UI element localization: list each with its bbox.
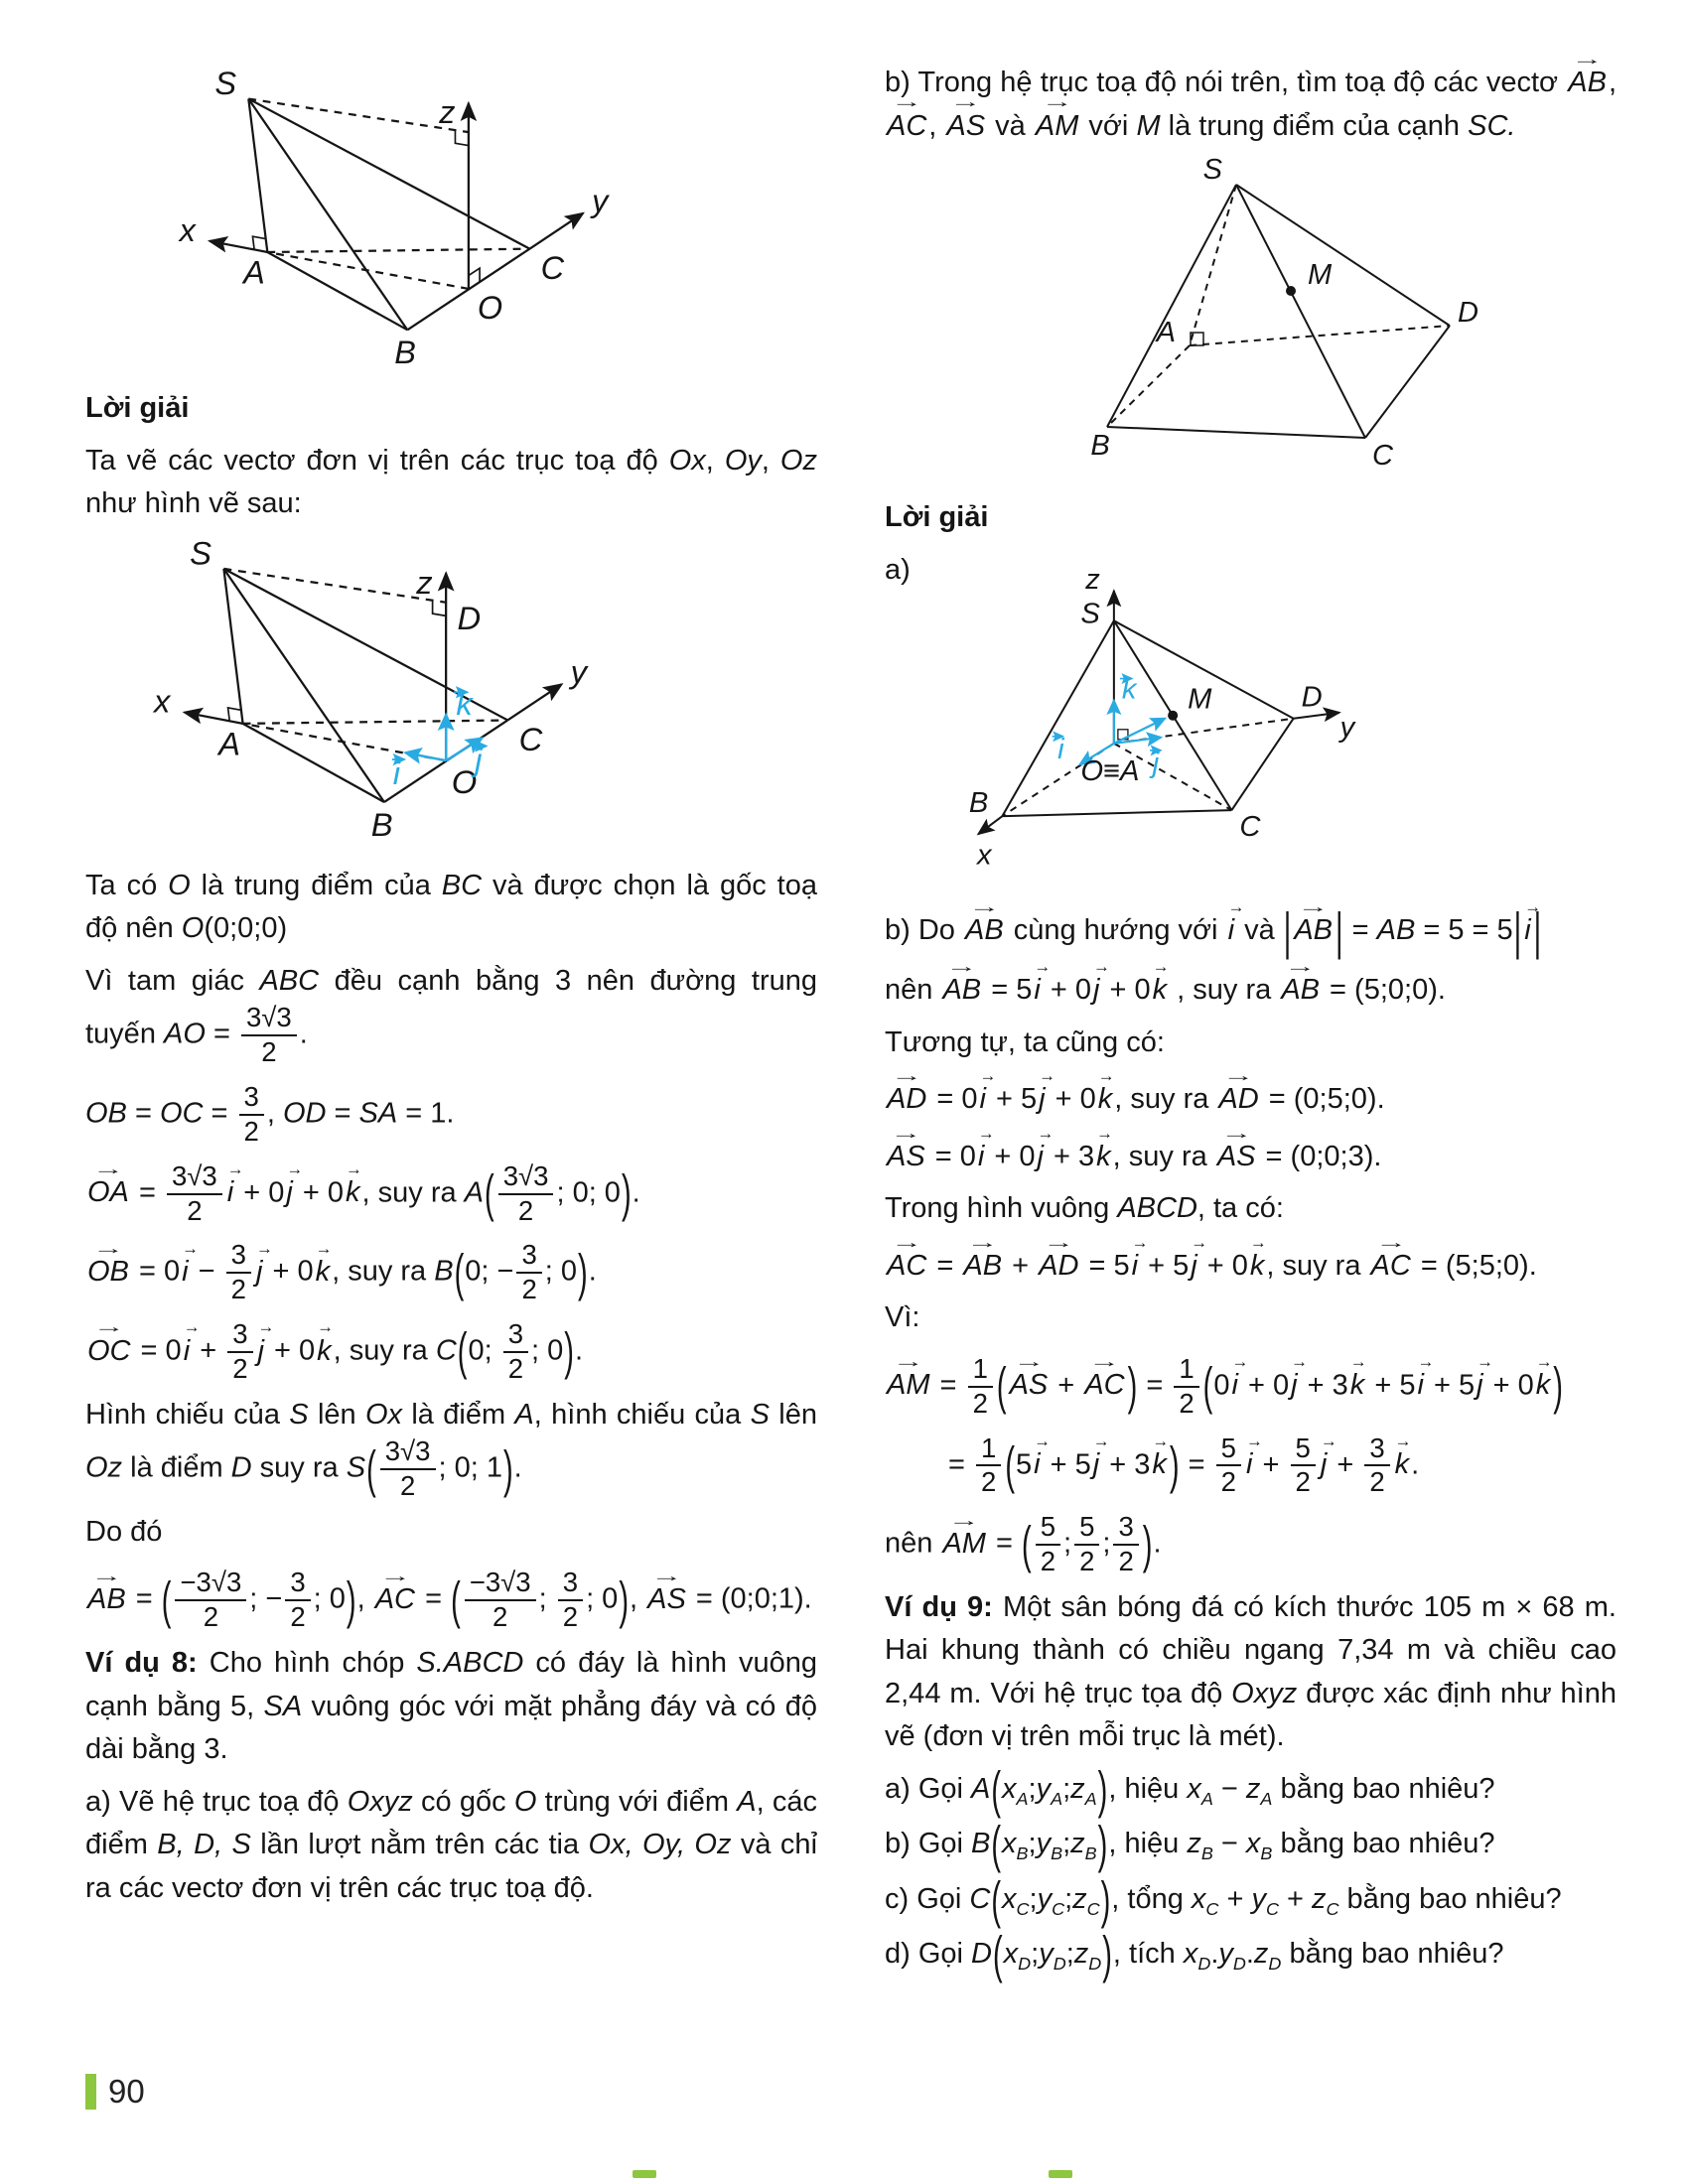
example-8-part-a: a) Vẽ hệ trục toạ độ Oxyz có gốc O trùng với điểm A, các điểm B, D, S lần lượt nằm trên các tia Ox, Oy, Oz và chỉ ra các vectơ đơn vị trên các trục toạ độ. (85, 1785, 818, 1904)
page-number: 90 (108, 2073, 145, 2110)
formula-ab-ac-as: → AB = ( $\frac{-3√3}{2}$ ; − $\frac{3}{2}$ ; 0), → AC = ( $\frac{-3√3}{2}$ ; $\frac{3}{2}$ ; 0), → AS = (0;0;1). (87, 1566, 812, 1633)
example-9-statement: Ví dụ 9: Một sân bóng đá có kích thước 105 m × 68 m. Hai khung thành có chiều ngang 7,34 m và chiều cao 2,44 m. Với hệ trục tọa độ Oxyz được xác định như hình vẽ (đơn vị trên mỗi trục là mét). (885, 1590, 1618, 1753)
formula-ob-vector: → OB = 0 → i − $\frac{3}{2}$ → j + 0 → k, suy ra B(0; − $\frac{3}{2}$ ; 0). (87, 1238, 597, 1305)
solution-heading-right: Lời giải (885, 501, 989, 533)
fig4-label-b: B (968, 786, 989, 819)
example-9-part-a: a) Gọi $A(x_A;y_A;z_A)$, hiệu $x_A - z_A$ bằng bao nhiêu? (885, 1762, 1495, 1821)
median-paragraph: Vì tam giác ABC đều cạnh bằng 3 nên đường trung tuyến AO = $\frac{3√3}{2}$ . (85, 964, 817, 1068)
origin-paragraph: Ta có O là trung điểm của BC và được chọn là gốc toạ độ nên O(0;0;0) (85, 869, 818, 945)
fig2-label-b: B (370, 805, 393, 843)
fig2-label-j-vector: j (475, 741, 483, 778)
part-a-figure-row (885, 549, 1617, 900)
figure-pyramid-sabcd (885, 157, 1617, 484)
fig2-label-o: O (451, 762, 478, 800)
fig4-label-origin-equals-a: O≡A (1080, 754, 1140, 787)
figure-pyramid-axes-1 (85, 66, 817, 375)
formula-ad-components: → AD = 0 → i + 5 → j + 0 → k, suy ra → AD = (0;5;0). (887, 1066, 1385, 1116)
reason-ab-direction: b) Do → AB cùng hướng với → i và | → AB | = AB = 5 = 5| → i | (885, 896, 1542, 962)
formula-am-expansion: → AM = $\frac{1}{2}$ ( → AS + → AC ) = $\frac{1}{2}$ (0 → i + 0 → j + 3 → k + 5 → i + 5 → j + 0 → k ) (887, 1352, 1563, 1419)
fig4-label-z: z (1085, 563, 1100, 596)
fig4-label-d: D (1301, 681, 1323, 714)
formula-oa-vector: → OA = $\frac{3√3}{2}$ → i + 0 → j + 0 → k, suy ra A( $\frac{3√3}{2}$ ; 0; 0). (87, 1160, 640, 1226)
formula-oc-vector: → OC = 0 → i + $\frac{3}{2}$ → j + 0 → k, suy ra C(0; $\frac{3}{2}$ ; 0). (87, 1317, 584, 1384)
fig1-label-x: x (179, 211, 196, 248)
fig2-label-k-vector: k (456, 684, 473, 722)
fig1-label-a: A (243, 254, 265, 291)
example-9-part-d: d) Gọi $D(x_D;y_D;z_D)$, tích $x_D.y_D.z_D$ bằng bao nhiêu? (885, 1927, 1504, 1985)
green-tick-right (1049, 2170, 1072, 2178)
fig1-label-c: C (540, 249, 565, 286)
fig1-label-y: y (592, 183, 609, 219)
fig4-label-j-vector: j (1152, 747, 1160, 779)
square-abcd-label: Trong hình vuông ABCD, ta có: (885, 1192, 1284, 1225)
figure2-drawing (117, 535, 600, 845)
fig1-label-z: z (439, 94, 456, 131)
formula-ac-components: → AC = → AB + → AD = 5 → i + 5 → j + 0 → k, suy ra → AC = (5;5;0). (887, 1232, 1537, 1282)
fig4-point-m-dot (1168, 710, 1178, 720)
figure4-drawing (914, 549, 1373, 900)
therefore-label: Do đó (85, 1515, 163, 1548)
figure-pyramid-axes-unit-vectors (85, 535, 817, 853)
figure3-drawing (1023, 157, 1479, 484)
solution-heading-left: Lời giải (85, 392, 190, 425)
fig2-label-a: A (218, 725, 240, 762)
example-8-statement: Ví dụ 8: Cho hình chóp S.ABCD có đáy là hình vuông cạnh bằng 5, SA vuông góc với mặt phẳng đáy và có độ dài bằng 3. (85, 1647, 818, 1766)
fig2-label-z: z (416, 563, 433, 601)
fig3-label-d: D (1457, 297, 1478, 329)
left-column (85, 62, 817, 1988)
fig4-label-y: y (1339, 711, 1354, 744)
example-9-part-b: b) Gọi $B(x_B;y_B;z_B)$, hiệu $z_B - x_B$ bằng bao nhiêu? (885, 1817, 1495, 1875)
fig2-label-x: x (154, 682, 171, 720)
fig2-label-c: C (518, 720, 543, 757)
because-label: Vì: (885, 1301, 920, 1334)
fig1-label-b: B (394, 334, 416, 368)
fig4-label-x: x (976, 838, 992, 871)
example-9-part-c: c) Gọi $C(x_C;y_C;z_C)$, tổng $x_C + y_C + z_C$ bằng bao nhiêu? (885, 1872, 1562, 1930)
fig4-label-m: M (1187, 683, 1212, 716)
fig3-label-b: B (1089, 430, 1110, 462)
formula-ab-components: nên → AB = 5 → i + 0 → j + 0 → k , suy ra → AB = (5;0;0). (885, 957, 1446, 1007)
right-column (885, 49, 1618, 1988)
similarly-label: Tương tự, ta cũng có: (885, 1025, 1165, 1058)
fig1-label-s: S (214, 66, 237, 102)
formula-am-coordinates: nên → AM = ( $\frac{5}{2}$ ; $\frac{5}{2}$ ; $\frac{3}{2}$ ). (885, 1510, 1162, 1577)
fig4-label-i-vector: i (1056, 733, 1064, 765)
fig3-point-m-dot (1286, 286, 1296, 296)
fig4-label-k-vector: k (1121, 673, 1137, 706)
formula-as-components: → AS = 0 → i + 0 → j + 3 → k, suy ra → AS = (0;0;3). (887, 1123, 1382, 1172)
fig1-label-o: O (477, 290, 503, 327)
example-8-part-b: b) Trong hệ trục toạ độ nói trên, tìm toạ độ các vectơ → AB, → AC, → AS và → AM với M là trung điểm của cạnh SC. (885, 49, 1617, 142)
fig2-label-s: S (190, 534, 211, 572)
formula-am-result: = $\frac{1}{2}$ (5 → i + 5 → j + 3 → k ) = $\frac{5}{2}$ → i + $\frac{5}{2}$ → j + $\frac{3}{2}$ → k. (948, 1432, 1420, 1498)
page-number-bar (85, 2074, 96, 2110)
figure1-drawing (143, 66, 610, 367)
fig3-label-a: A (1156, 317, 1176, 348)
fig4-label-c: C (1239, 810, 1261, 843)
fig2-label-d: D (457, 599, 482, 636)
fig3-label-s: S (1202, 157, 1222, 186)
green-tick-left (633, 2170, 656, 2178)
fig4-label-s: S (1080, 597, 1100, 629)
fig3-label-c: C (1371, 440, 1393, 472)
formula-ob-oc-od-sa: OB = OC = $\frac{3}{2}$ , OD = SA = 1. (85, 1081, 455, 1147)
intro-paragraph: Ta vẽ các vectơ đơn vị trên các trục toạ độ Ox, Oy, Oz như hình vẽ sau: (85, 444, 817, 520)
projection-paragraph: Hình chiếu của S lên Ox là điểm A, hình chiếu của S lên Oz là điểm D suy ra S( $\frac{3√3}{2}$ ; 0; 1). (85, 1398, 817, 1502)
fig2-label-y: y (570, 653, 587, 691)
part-a-label: a) (885, 553, 911, 586)
page-footer (85, 2073, 145, 2111)
fig2-label-i-vector: i (392, 753, 401, 791)
fig3-label-m: M (1307, 259, 1332, 291)
